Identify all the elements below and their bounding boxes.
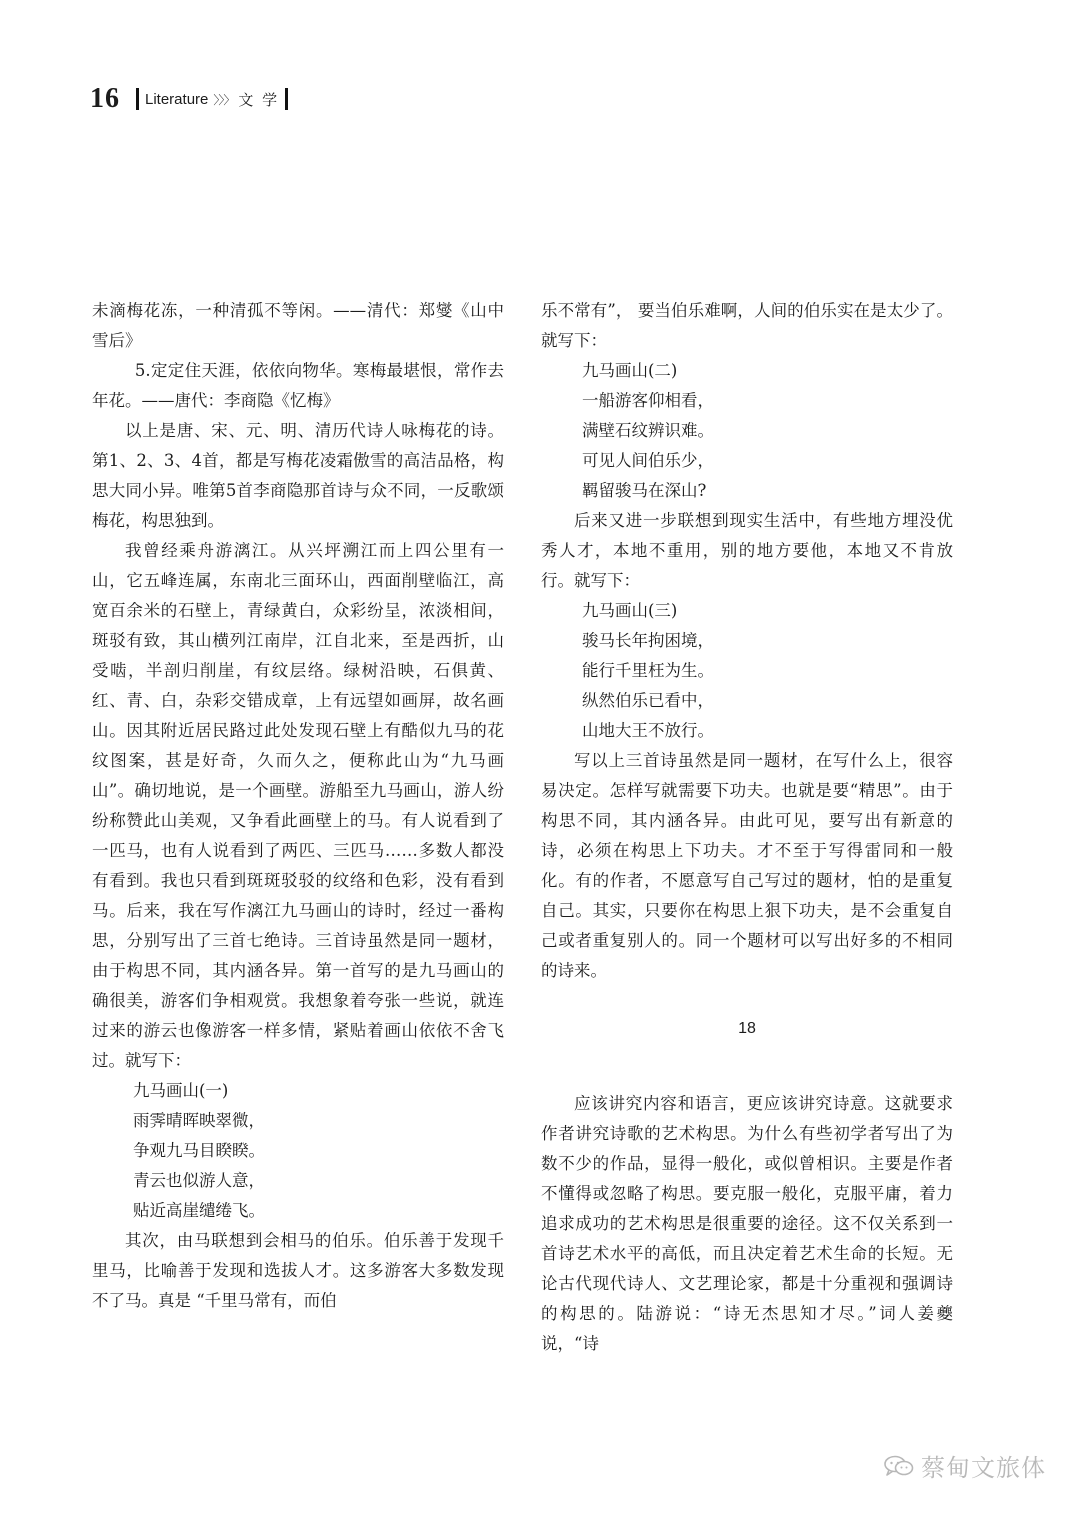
paragraph: 写以上三首诗虽然是同一题材，在写什么上，很容易决定。怎样写就需要下功夫。也就是要“精思”。由于构思不同，其内涵各异。由此可见，要写出有新意的诗，必须在构思上下功夫。才不至于写得雷同和一般化。有的作者，不愿意写自己写过的题材，怕的是重复自己。其实，只要你在构思上狠下功夫，是不会重复自己或者重复别人的。同一个题材可以写出好多的不相同的诗来。 — [541, 751, 953, 980]
left-column — [92, 296, 504, 1316]
page-header — [90, 84, 288, 114]
paragraph: 5.定定住天涯，依依向物华。寒梅最堪恨，常作去年花。——唐代：李商隐《忆梅》 — [92, 361, 504, 410]
poem-line: 骏马长年拘困境， — [582, 631, 714, 650]
poem-line: 满壁石纹辨识难。 — [582, 421, 714, 440]
section-label-english: Literature — [145, 90, 209, 108]
poem-line: 争观九马目睽睽。 — [133, 1141, 265, 1160]
watermark — [883, 1448, 1046, 1483]
paragraph: 后来又进一步联想到现实生活中，有些地方埋没优秀人才，本地不重用，别的地方要他，本地又不肯放行。就写下： — [541, 511, 953, 590]
wechat-icon — [883, 1455, 915, 1477]
right-column-bottom — [541, 1089, 953, 1359]
poem-line: 一船游客仰相看， — [582, 391, 714, 410]
paragraph: 以上是唐、宋、元、明、清历代诗人咏梅花的诗。第1、2、3、4首，都是写梅花凌霜傲雪的高洁品格，构思大同小异。唯第5首李商隐那首诗与众不同，一反歌颂梅花，构思独到。 — [92, 421, 504, 530]
poem-line: 贴近高崖缱绻飞。 — [133, 1201, 265, 1220]
chevron-right-icon: 〉〉〉 — [213, 92, 235, 107]
poem-line: 九马画山(一) — [133, 1081, 229, 1100]
poem-line: 可见人间伯乐少， — [582, 451, 714, 470]
poem-line: 能行千里枉为生。 — [582, 661, 714, 680]
section-label-chinese: 文 学 — [238, 90, 280, 109]
right-column-top — [541, 296, 953, 986]
poem-line: 纵然伯乐已看中， — [582, 691, 714, 710]
right-column — [541, 296, 953, 1359]
poem-line: 山地大王不放行。 — [582, 721, 714, 740]
section-number: 18 — [738, 1020, 756, 1037]
paragraph: 其次，由马联想到会相马的伯乐。伯乐善于发现千里马，比喻善于发现和选拔人才。这多游客大多数发现不了马。真是 “千里马常有，而伯 — [92, 1231, 504, 1310]
header-divider-end — [285, 88, 288, 110]
paragraph: 我曾经乘舟游漓江。从兴坪溯江而上四公里有一山，它五峰连属，东南北三面环山，西面削壁临江，高宽百余米的石壁上，青绿黄白，众彩纷呈，浓淡相间，斑驳有致，其山横列江南岸，江自北来，至是西折，山受啮，半剖归削崖，有纹层络。绿树沿映，石俱黄、红、青、白，杂彩交错成章，上有远望如画屏，故名画山。因其附近居民路过此处发现石壁上有酷似九马的花纹图案，甚是好奇，久而久之，便称此山为“九马画山”。确切地说，是一个画壁。游船至九马画山，游人纷纷称赞此山美观，又争看此画壁上的马。有人说看到了一匹马，也有人说看到了两匹、三匹马……多数人都没有看到。我也只看到斑斑驳驳的纹络和色彩，没有看到马。后来，我在写作漓江九马画山的诗时，经过一番构思，分别写出了三首七绝诗。三首诗虽然是同一题材，由于构思不同，其内涵各异。第一首写的是九马画山的确很美，游客们争相观赏。我想象着夸张一些说，就连过来的游云也像游客一样多情，紧贴着画山依依不舍飞过。就写下： — [92, 541, 504, 1070]
paragraph: 应该讲究内容和语言，更应该讲究诗意。这就要求作者讲究诗歌的艺术构思。为什么有些初学者写出了为数不少的作品，显得一般化，或似曾相识。主要是作者不懂得或忽略了构思。要克服一般化，克服平庸，着力追求成功的艺术构思是很重要的途径。这不仅关系到一首诗艺术水平的高低，而且决定着艺术生命的长短。无论古代现代诗人、文艺理论家，都是十分重视和强调诗的构思的。陆游说：“诗无杰思知才尽。”词人姜夔说，“诗 — [541, 1094, 953, 1353]
paragraph: 乐不常有”， 要当伯乐难啊，人间的伯乐实在是太少了。就写下： — [541, 301, 953, 350]
poem-line: 九马画山(三) — [582, 601, 678, 620]
poem-line: 羁留骏马在深山? — [582, 481, 707, 500]
watermark-text: 蔡甸文旅体 — [921, 1454, 1046, 1482]
header-divider — [136, 88, 139, 110]
paragraph: 未滴梅花冻，一种清孤不等闲。——清代：郑燮《山中雪后》 — [92, 301, 504, 350]
page-number: 16 — [90, 83, 120, 114]
poem-line: 九马画山(二) — [582, 361, 678, 380]
poem-line: 雨霁晴晖映翠微， — [133, 1111, 265, 1130]
poem-line: 青云也似游人意， — [133, 1171, 265, 1190]
